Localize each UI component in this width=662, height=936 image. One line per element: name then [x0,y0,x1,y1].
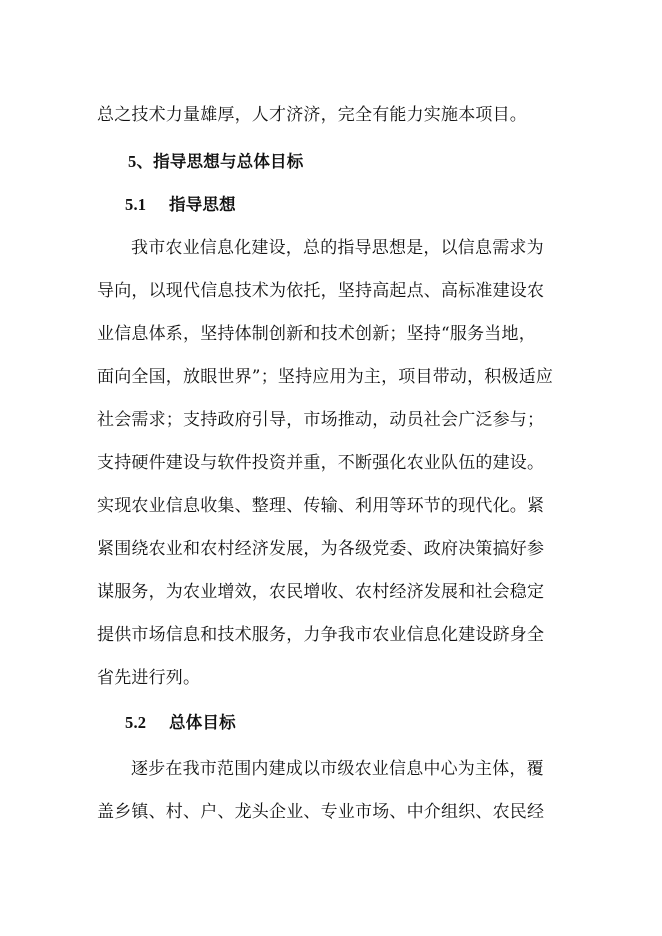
paragraph-line: 提供市场信息和技术服务，力争我市农业信息化建设跻身全 [97,625,545,645]
paragraph-line: 省先进行列。 [97,668,201,688]
paragraph-line: 总之技术力量雄厚，人才济济，完全有能力实施本项目。 [97,105,527,125]
paragraph-line: 导向，以现代信息技术为依托，坚持高起点、高标准建设农 [97,281,545,301]
paragraph-line: 实现农业信息收集、整理、传输、利用等环节的现代化。紧 [97,496,545,516]
paragraph-line: 谋服务，为农业增效，农民增收、农村经济发展和社会稳定 [97,582,545,602]
paragraph-line: 紧围绕农业和农村经济发展，为各级党委、政府决策搞好参 [97,539,545,559]
paragraph-line: 社会需求；支持政府引导，市场推动，动员社会广泛参与； [97,410,545,430]
paragraph-line: 支持硬件建设与软件投资并重，不断强化农业队伍的建设。 [97,453,545,473]
paragraph-line: 逐步在我市范围内建成以市级农业信息中心为主体，覆 [131,759,544,779]
paragraph-line: 业信息体系，坚持体制创新和技术创新；坚持“服务当地， [97,324,536,344]
section-title: 总体目标 [169,713,236,732]
section-number: 5.2 [125,713,147,732]
paragraph-line: 我市农业信息化建设，总的指导思想是，以信息需求为 [131,238,544,258]
section-title: 指导思想 [169,195,236,214]
section-heading-5: 5、指导思想与总体目标 [128,152,304,171]
section-number: 5.1 [125,195,147,214]
section-heading-5-2 [125,711,236,735]
paragraph-line: 盖乡镇、村、户、龙头企业、专业市场、中介组织、农民经 [97,802,545,822]
section-heading-5-1 [125,193,236,217]
paragraph-line: 面向全国，放眼世界”；坚持应用为主，项目带动，积极适应 [97,367,554,387]
